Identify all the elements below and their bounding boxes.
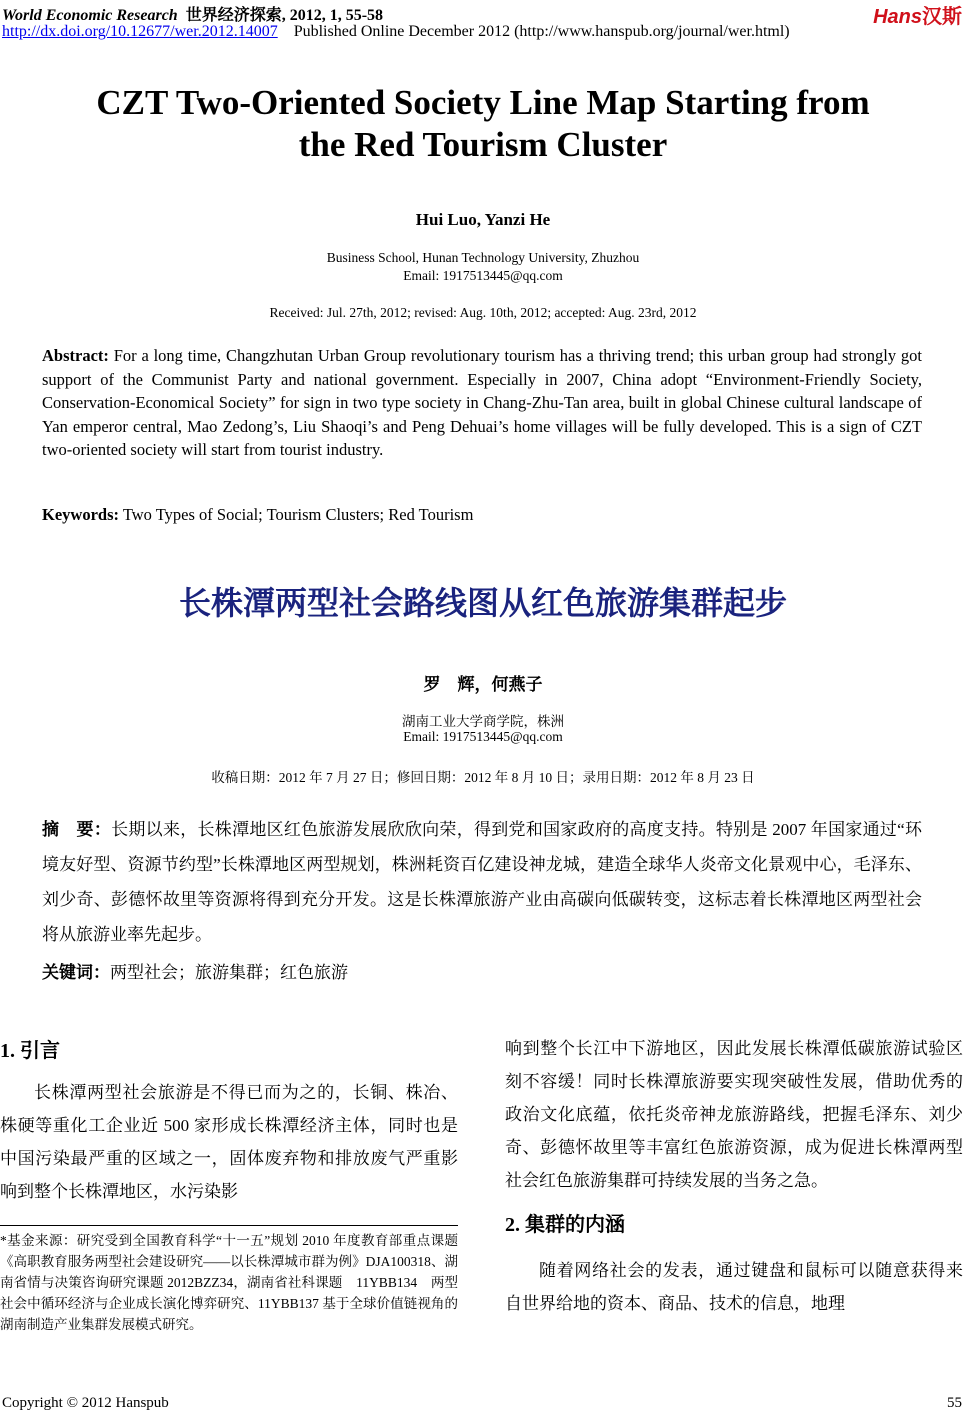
abstract-en — [42, 344, 922, 462]
published-info: Published Online December 2012 (http://www.hanspub.org/journal/wer.html) — [293, 23, 790, 40]
abstract-text: For a long time, Changzhutan Urban Group revolutionary tourism has a thriving trend; this urban group had strongly got support of the Communist Party and national government. Especially in 2007, China adopt “Environment-Friendly Society, Conservation-Economical Society” for sign in two type society in Chang-Zhu-Tan area, built in global Chinese cultural landscape of Yan emperor central, Mao Zedong’s, Liu Shaoqi’s and Peng Dehuai’s home villages will be fully developed. This is a sign of CZT two-oriented society will start from tourist industry. — [42, 346, 922, 459]
title-line-1: CZT Two-Oriented Society Line Map Starting from — [96, 83, 870, 122]
journal-header — [2, 2, 383, 25]
authors-en: Hui Luo, Yanzi He — [415, 210, 551, 229]
paper-title-cn: 长株潭两型社会路线图从红色旅游集群起步 — [178, 584, 787, 622]
doi-link[interactable]: http://dx.doi.org/10.12677/wer.2012.14007 — [2, 23, 278, 40]
abstract-cn — [42, 812, 922, 952]
left-column — [0, 1035, 458, 1208]
copyright: Copyright © 2012 Hanspub — [2, 1395, 169, 1411]
keywords-label-cn: 关键词： — [42, 963, 110, 982]
footnote: *基金来源：研究受到全国教育科学“十一五”规划 2010 年度教育部重点课题《高职教育服务两型社会建设研究——以长株潭城市群为例》DJA100318、湖南省情与决策咨询研究课题 2012BZZ34，湖南省社科课题 11YBB134 两型社会中循环经济与企业成长演化博弈研究、11YBB137 基于全球价值链视角的湖南制造产业集群发展模式研究。 — [0, 1225, 458, 1335]
keywords-label: Keywords: — [42, 505, 119, 524]
email-en: Email: 1917513445@qq.com — [403, 268, 563, 283]
affiliation-en: Business School, Hunan Technology University, Zhuzhou — [326, 250, 640, 265]
title-line-2: the Red Tourism Cluster — [298, 125, 668, 164]
keywords-text: Two Types of Social; Tourism Clusters; Red Tourism — [122, 505, 474, 524]
logo-cn: 汉斯 — [922, 6, 962, 28]
section-1-heading: 1. 引言 — [0, 1040, 60, 1062]
page-number: 55 — [947, 1395, 962, 1411]
dates-en: Received: Jul. 27th, 2012; revised: Aug. 10th, 2012; accepted: Aug. 23rd, 2012 — [269, 305, 697, 320]
logo-en: Hans — [873, 6, 922, 28]
abstract-label-cn: 摘 要： — [42, 820, 112, 839]
hans-logo — [873, 0, 962, 29]
journal-name: World Economic Research — [2, 7, 178, 24]
email-cn: Email: 1917513445@qq.com — [403, 729, 563, 744]
keywords-cn — [42, 958, 348, 983]
doi-line — [2, 23, 790, 41]
dates-cn: 收稿日期：2012 年 7 月 27 日；修回日期：2012 年 8 月 10 日；录用日期：2012 年 8 月 23 日 — [211, 770, 755, 785]
section-2-paragraph: 随着网络社会的发表，通过键盘和鼠标可以随意获得来自世界给地的资本、商品、技术的信息，地理 — [505, 1261, 963, 1313]
right-column — [505, 1032, 963, 1320]
keywords-en — [42, 505, 473, 525]
section-1-paragraph: 长株潭两型社会旅游是不得已而为之的，长铜、株冶、株硬等重化工企业近 500 家形成长株潭经济主体，同时也是中国污染最严重的区域之一，固体废弃物和排放废气严重影响到整个长株潭地区，水污染影 — [0, 1083, 458, 1201]
abstract-label: Abstract: — [42, 346, 109, 365]
issue-info: , 2012, 1, 55-58 — [281, 7, 384, 24]
section-2-heading: 2. 集群的内涵 — [505, 1214, 625, 1236]
keywords-text-cn: 两型社会；旅游集群；红色旅游 — [110, 963, 348, 982]
paper-title-en — [0, 82, 966, 166]
journal-name-cn: 世界经济探索 — [185, 7, 282, 24]
affiliation-cn: 湖南工业大学商学院，株洲 — [402, 714, 564, 729]
abstract-text-cn: 长期以来，长株潭地区红色旅游发展欣欣向荣，得到党和国家政府的高度支持。特别是 2007 年国家通过“环境友好型、资源节约型”长株潭地区两型规划，株洲耗资百亿建设神龙城，建造全球华人炎帝文化景观中心，毛泽东、刘少奇、彭德怀故里等资源将得到充分开发。这是长株潭旅游产业由高碳向低碳转变，这标志着长株潭地区两型社会将从旅游业率先起步。 — [42, 820, 923, 944]
section-1-paragraph-continued: 响到整个长江中下游地区，因此发展长株潭低碳旅游试验区刻不容缓！同时长株潭旅游要实现突破性发展，借助优秀的政治文化底蕴，依托炎帝神龙旅游路线，把握毛泽东、刘少奇、彭德怀故里等丰富红色旅游资源，成为促进长株潭两型社会红色旅游集群可持续发展的当务之急。 — [505, 1039, 963, 1190]
authors-cn: 罗 辉，何燕子 — [423, 675, 543, 694]
